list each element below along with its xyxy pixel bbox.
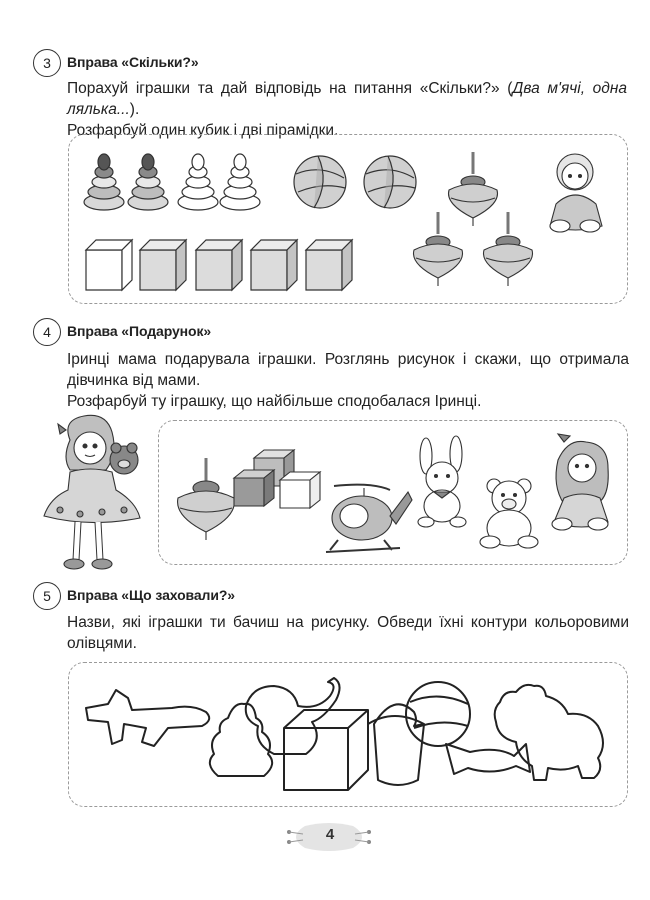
exercise-4-title: Вправа «Подарунок»	[67, 323, 212, 339]
exercise-4-text2: Розфарбуй ту іграшку, що найбільше сподобалася Іринці.	[67, 393, 482, 410]
airplane-outline	[86, 690, 209, 746]
exercise-3-text-main: Порахуй іграшки та дай відповідь на питання «Скільки?» (	[67, 80, 513, 97]
exercise-5-text1: Назви, які іграшки ти бачиш на рисунку. Обведи їхні контури кольоровими олівцями.	[67, 614, 629, 652]
exercise-4-text1: Іринці мама подарувала іграшки. Розглянь рисунок і скажи, що отримала дівчинка від мами.	[67, 351, 629, 389]
exercise-4-number: 4	[33, 318, 61, 346]
pyramid-toy-icon	[84, 154, 260, 210]
exercise-5-title: Вправа «Що заховали?»	[67, 587, 235, 603]
exercise-4-illustration	[158, 420, 628, 565]
spinning-top-icon	[178, 458, 235, 540]
cubes-icon	[234, 450, 320, 508]
doll-icon	[552, 434, 608, 530]
exercise-4-text	[67, 349, 629, 412]
exercise-5-overlapping-outlines	[68, 662, 628, 807]
exercise-3-text-end: ).	[129, 101, 140, 118]
cube-icon	[86, 240, 352, 290]
helicopter-icon	[326, 485, 412, 552]
exercise-3-illustration	[68, 134, 628, 304]
duck-outline	[246, 678, 340, 754]
bunny-icon	[418, 436, 466, 527]
exercise-3-text-italic: Два м'ячі, одна лялька...	[67, 80, 627, 118]
doll-icon	[550, 154, 602, 232]
exercise-3-title: Вправа «Скільки?»	[67, 54, 199, 70]
exercise-5-text	[67, 612, 629, 654]
teddy-bear-icon	[480, 479, 538, 548]
pyramid-outline	[210, 704, 272, 776]
page-number: 4	[325, 826, 335, 843]
ball-icon	[294, 156, 416, 208]
exercise-3-text	[67, 78, 627, 141]
dog-outline	[495, 685, 603, 780]
exercise-3-number: 3	[33, 49, 61, 77]
spinning-top-icon	[414, 152, 533, 286]
exercise-3-text2: Розфарбуй один кубик і дві пірамідки.	[67, 122, 339, 139]
girl-with-bear-illustration	[40, 410, 150, 580]
exercise-5-number: 5	[33, 582, 61, 610]
